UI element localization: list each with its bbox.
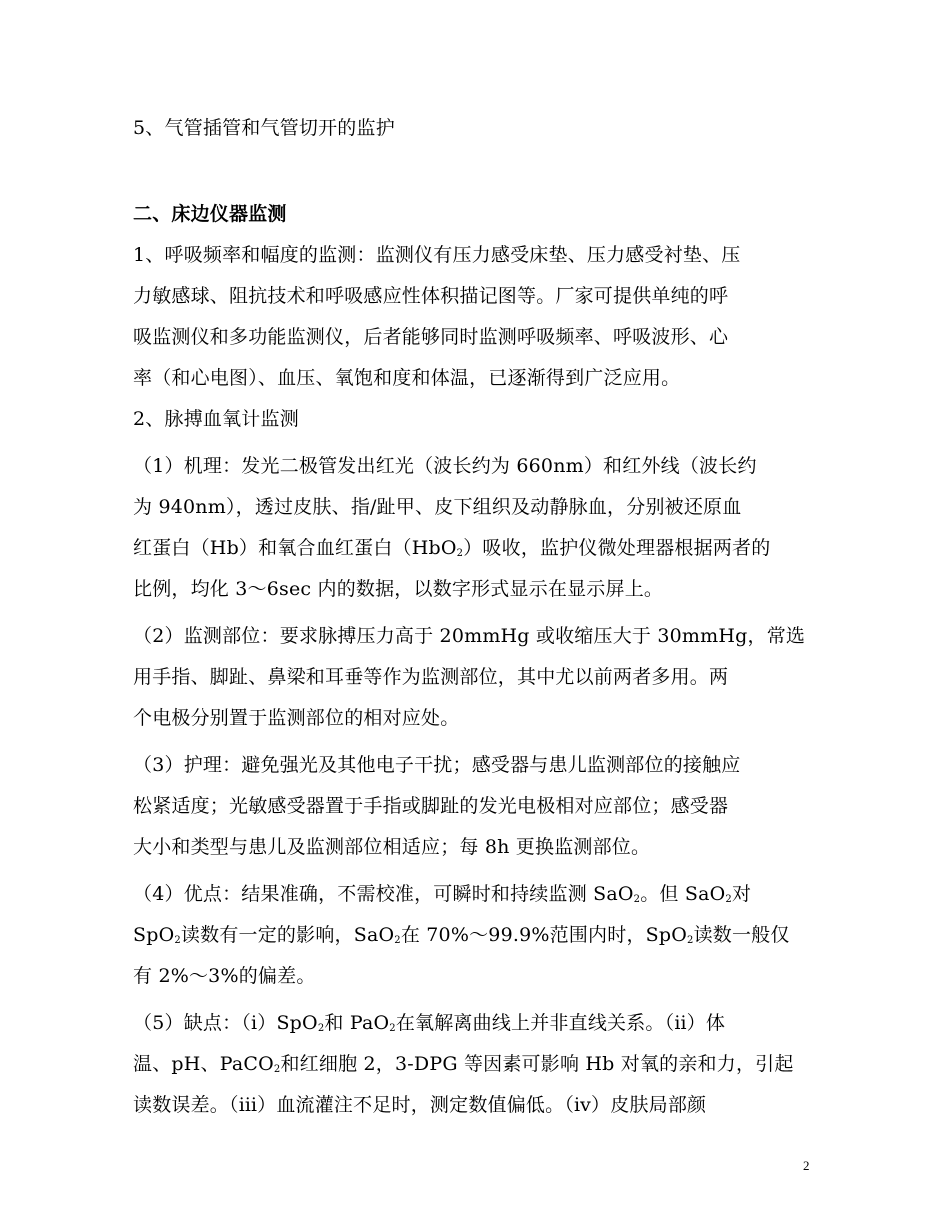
mechanism-line-3a: 红蛋白（Hb）和氧合血红蛋白（HbO [133, 537, 457, 559]
disadvantage-line-1c: 在氧解离曲线上并非直线关系。（ⅱ）体 [395, 1012, 726, 1034]
advantage-line-2d: 读数一般仅 [693, 924, 790, 946]
disadvantage-line-1 [133, 1009, 725, 1037]
mechanism-line-1: （1）机理：发光二极管发出红光（波长约为 660nm）和红外线（波长约 [133, 455, 757, 477]
advantage-line-2b: 读数有一定的影响，SaO [180, 924, 395, 946]
subscript-2: 2 [273, 1064, 281, 1075]
advantage-line-2 [133, 921, 790, 949]
site-line-2: 用手指、脚趾、鼻梁和耳垂等作为监测部位，其中尤以前两者多用。两 [133, 666, 729, 688]
page-number: 2 [803, 1158, 810, 1173]
site-line-1: （2）监测部位：要求脉搏压力高于 20mmHg 或收缩压大于 30mmHg，常选 [133, 625, 806, 647]
subscript-2: 2 [174, 935, 181, 946]
subscript-2: 2 [456, 548, 464, 559]
mechanism-line-3 [133, 534, 770, 562]
pulse-oximetry-title: 2、脉搏血氧计监测 [133, 408, 299, 430]
mechanism-line-3b: ）吸收，监护仪微处理器根据两者的 [463, 537, 771, 559]
resp-monitor-line-3: 吸监测仪和多功能监测仪，后者能够同时监测呼吸频率、呼吸波形、心 [133, 326, 729, 348]
resp-monitor-line-1: 1、呼吸频率和幅度的监测：监测仪有压力感受床垫、压力感受衬垫、压 [133, 244, 741, 266]
advantage-line-1 [133, 880, 751, 908]
advantage-line-1b: 。但 SaO [640, 883, 726, 905]
disadvantage-line-2 [133, 1050, 794, 1078]
disadvantage-line-1a: （5）缺点：（ⅰ）SpO [133, 1012, 318, 1034]
advantage-line-1a: （4）优点：结果准确，不需校准，可瞬时和持续监测 SaO [133, 883, 634, 905]
subscript-2: 2 [389, 1023, 396, 1034]
site-line-3: 个电极分别置于监测部位的相对应处。 [133, 707, 460, 729]
subscript-2: 2 [687, 935, 694, 946]
care-line-1: （3）护理：避免强光及其他电子干扰；感受器与患儿监测部位的接触应 [133, 754, 741, 776]
care-line-3: 大小和类型与患儿及监测部位相适应；每 8h 更换监测部位。 [133, 836, 651, 858]
disadvantage-line-1b: 和 PaO [324, 1012, 390, 1034]
advantage-line-1c: 对 [731, 883, 752, 905]
resp-monitor-line-4: 率（和心电图）、血压、氧饱和度和体温，已逐渐得到广泛应用。 [133, 367, 681, 389]
advantage-line-2c: 在 70%～99.9%范围内时，SpO [400, 924, 687, 946]
disadvantage-line-2a: 温、pH、PaCO [133, 1053, 274, 1075]
mechanism-line-2: 为 940nm），透过皮肤、指/趾甲、皮下组织及动静脉血，分别被还原血 [133, 496, 742, 518]
subscript-2: 2 [394, 935, 401, 946]
subscript-2: 2 [317, 1023, 325, 1034]
section-heading: 二、床边仪器监测 [133, 203, 287, 225]
advantage-line-3: 有 2%～3%的偏差。 [133, 965, 316, 987]
resp-monitor-line-2: 力敏感球、阻抗技术和呼吸感应性体积描记图等。厂家可提供单纯的呼 [133, 285, 729, 307]
mechanism-line-4: 比例，均化 3～6sec 内的数据，以数字形式显示在显示屏上。 [133, 578, 664, 600]
subscript-2: 2 [633, 894, 641, 905]
care-line-2: 松紧适度；光敏感受器置于手指或脚趾的发光电极相对应部位；感受器 [133, 795, 729, 817]
subscript-2: 2 [725, 894, 732, 905]
item-5-text: 5、气管插管和气管切开的监护 [133, 117, 395, 139]
advantage-line-2a: SpO [133, 924, 175, 946]
disadvantage-line-2b: 和红细胞 2，3-DPG 等因素可影响 Hb 对氧的亲和力，引起 [280, 1053, 794, 1075]
disadvantage-line-3: 读数误差。（ⅲ）血流灌注不足时，测定数值偏低。（ⅳ）皮肤局部颜 [133, 1094, 707, 1116]
